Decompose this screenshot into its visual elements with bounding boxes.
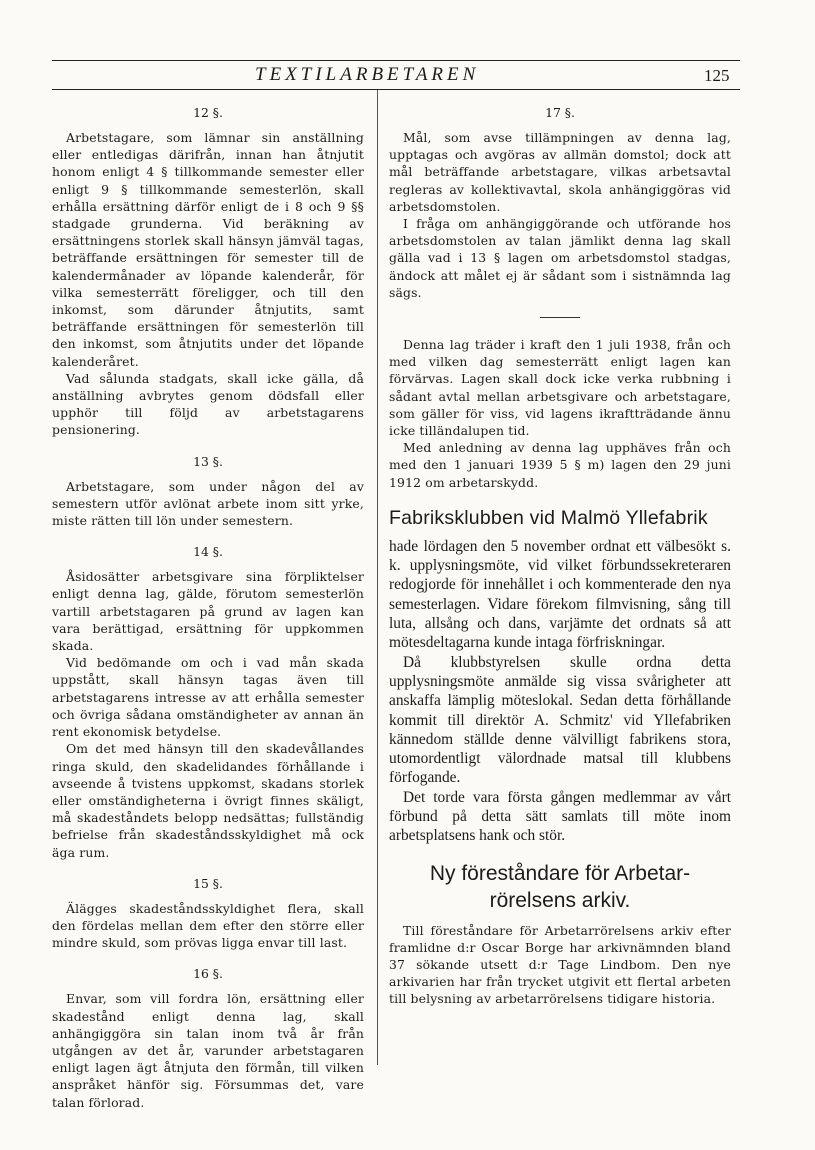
section-16 (52, 965, 364, 1110)
paragraph: Om det med hänsyn till den skadevållandes ringa skuld, den skadelidandes förhållande i avseende å tvistens uppkomst, skadans storlek eller omständigheterna i övrigt finnes skäligt, må skadeståndets belopp nedsättas; fullständig befrielse från skadeståndsskyldighet må ock äga rum. (52, 741, 364, 860)
paragraph: Med anledning av denna lag upphäves från och med den 1 januari 1939 5 § m) lagen den 29 juni 1912 om arbetarskydd. (389, 440, 731, 490)
article-body (389, 922, 731, 1008)
section-heading: 15 §. (193, 875, 223, 891)
paragraph: Åsidosätter arbetsgivare sina förpliktelser enligt denna lag, gälde, förutom semesterlön vartill arbetstagaren på grund av lagen kan vara berättigad, ersättning för uppkommen skada. (52, 569, 364, 654)
section-17 (389, 104, 731, 301)
column-divider (377, 90, 378, 1065)
publication-title: TEXTILARBETAREN (255, 64, 480, 85)
section-separator (540, 317, 580, 318)
paragraph: Arbetstagare, som lämnar sin anställning eller entledigas därifrån, innan han åtnjutit honom enligt 4 § tillkommande semester eller enligt 9 § tillkommande semesterlön, skall erhålla ersättning därför enligt de i 8 och 9 §§ stadgade grunderna. Vid beräkning av ersättningens storlek skall hänsyn jämväl tagas, beträffande ersättningen för semester till de kalendermånader av löpande kalenderår, för vilka semesterrätt föreligger, och till den inkomst, som därunder åtnjutits, samt beträffande ersättningen för semesterlön till den inkomst, som åtnjutits under det löpande kalenderåret. (52, 130, 364, 369)
headline-line: Ny föreståndare för Arbetar- (429, 861, 691, 885)
paragraph: I fråga om anhängiggörande och utförande hos arbetsdomstolen av talan jämlikt denna lag skall gälla vad i 13 § lagen om arbetsdomstol stadgas, ändock att målet ej är sådant som i sistnämnda lag sägs. (389, 216, 731, 300)
article-headline: Fabriksklubben vid Malmö Yllefabrik (389, 506, 708, 529)
paragraph: hade lördagen den 5 november ordnat ett välbesökt s. k. upplysningsmöte, vid vilket förbundssekreteraren redogjorde för innehållet i och kommenterade den nya semesterlagen. Vidare förekom filmvisning, sång till luta, allsång och dans, varjämte det ordnats så att mötesdeltagarna kunde intaga förfriskningar. (389, 537, 731, 652)
section-heading: 16 §. (193, 966, 223, 982)
article-headline (389, 860, 731, 914)
paragraph: Vad sålunda stadgats, skall icke gälla, då anställning avbrytes genom dödsfall eller upphör till följd av arbetstagarens pensionering. (52, 370, 364, 438)
section-heading: 17 §. (545, 105, 575, 120)
section-15 (52, 875, 364, 952)
headline-line: rörelsens arkiv. (489, 888, 631, 912)
paragraph: Till föreståndare för Arbetarrörelsens arkiv efter framlidne d:r Oscar Borge har arkivnämnden bland 37 sökande utsett d:r Tage Lindbom. Den nye arkivarien har från trycket utgivit ett flertal arbeten till belysning av arbetarrörelsens tidigare historia. (389, 922, 731, 1007)
paragraph: Då klubbstyrelsen skulle ordna detta upplysningsmöte anmälde sig vissa svårigheter att anskaffa lämplig möteslokal. Sedan detta förhållande kommit till direktör A. Schmitz' vid Yllefabriken kännedom ställde denne välvilligt fabrikens stora, utomordentligt välordnade matsal till klubbens förfogande. (389, 653, 731, 787)
paragraph: Det torde vara första gången medlemmar av vårt förbund på detta sätt samlats till möte inom arbetsplatsens hank och stör. (389, 788, 731, 845)
paragraph: Vid bedömande om och i vad mån skada uppstått, skall hänsyn tagas även till arbetstagarens intresse av att erhålla semester och övriga sådana omständigheter av annan än rent ekonomisk betydelse. (52, 655, 364, 740)
section-12 (52, 104, 364, 439)
paragraph: Älägges skadeståndsskyldighet flera, skall den fördelas mellan dem efter den större eller mindre skuld, som prövas ligga envar till last. (52, 900, 364, 951)
header-bottom-rule (52, 89, 740, 90)
article-body (389, 537, 731, 846)
law-closing (389, 336, 731, 491)
paragraph: Arbetstagare, som under någon del av semestern utför avlönat arbete inom sitt yrke, miste rätten till lön under semestern. (52, 478, 364, 529)
section-heading: 12 §. (193, 105, 223, 120)
page-number: 125 (704, 66, 730, 85)
right-column (389, 100, 731, 1008)
section-heading: 14 §. (193, 544, 223, 560)
section-14 (52, 543, 364, 860)
section-heading: 13 §. (193, 453, 223, 469)
paragraph: Denna lag träder i kraft den 1 juli 1938, från och med vilken dag semesterrätt enligt lagen kan förvärvas. Lagen skall dock icke verka rubbning i sådant avtal mellan arbetsgivare och arbetstagare, som gäller för viss, vid lagens ikraftträdande ännu icke tilländalupen tid. (389, 337, 731, 439)
paragraph: Envar, som vill fordra lön, ersättning eller skadestånd enligt denna lag, skall anhängiggöra sin talan inom två år från utgången av det år, varunder arbetstagaren enligt lagen ägt åtnjuta den förmån, till vilken anspråket hänför sig. Försummas det, vare talan förlorad. (52, 991, 364, 1110)
paragraph: Mål, som avse tillämpningen av denna lag, upptagas och avgöras av allmän domstol; dock att mål beträffande arbetstagare, vilkas arbetsavtal regleras av kollektivavtal, skola anhängiggöras vid arbetsdomstolen. (389, 130, 731, 214)
header-top-rule (52, 60, 740, 61)
left-column (52, 100, 364, 1111)
section-13 (52, 453, 364, 530)
